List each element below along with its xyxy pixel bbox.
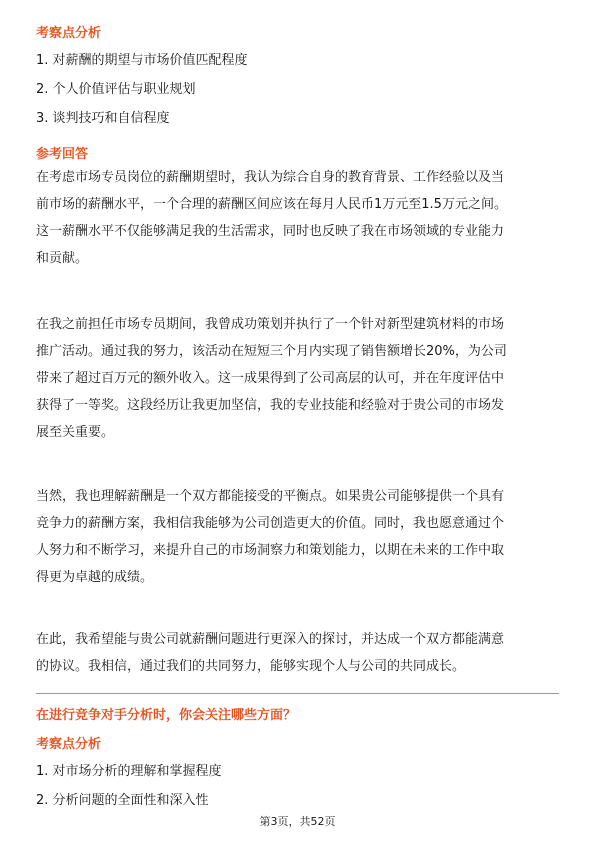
paragraph-line: 前市场的薪酬水平，一个合理的薪酬区间应该在每月人民币1万元至1.5万元之间。 (36, 197, 507, 212)
section-heading-analysis: 考察点分析 (36, 737, 102, 752)
section-divider (36, 693, 559, 694)
list-item: 1. 对市场分析的理解和掌握程度 (36, 764, 222, 779)
paragraph-line: 在此，我希望能与贵公司就薪酬问题进行更深入的探讨，并达成一个双方都能满意 (36, 632, 505, 647)
paragraph-line: 当然，我也理解薪酬是一个双方都能接受的平衡点。如果贵公司能够提供一个具有 (36, 489, 505, 504)
paragraph-line: 带来了超过百万元的额外收入。这一成果得到了公司高层的认可，并在年度评估中 (36, 371, 505, 386)
question-title: 在进行竞争对手分析时，你会关注哪些方面？ (36, 708, 297, 723)
paragraph-line: 在考虑市场专员岗位的薪酬期望时，我认为综合自身的教育背景、工作经验以及当 (36, 170, 505, 185)
answer-paragraph (36, 311, 560, 446)
page-number: 第3页，共52页 (259, 815, 336, 828)
paragraph-line: 得更为卓越的成绩。 (36, 570, 154, 585)
answer-paragraph (36, 626, 560, 680)
paragraph-line: 展至关重要。 (36, 425, 115, 440)
paragraph-line: 这一薪酬水平不仅能够满足我的生活需求，同时也反映了我在市场领域的专业能力 (36, 224, 505, 239)
list-item: 2. 个人价值评估与职业规划 (36, 82, 196, 97)
paragraph-line: 在我之前担任市场专员期间，我曾成功策划并执行了一个针对新型建筑材料的市场 (36, 317, 505, 332)
section-heading-analysis: 考察点分析 (36, 26, 102, 41)
paragraph-line: 获得了一等奖。这段经历让我更加坚信，我的专业技能和经验对于贵公司的市场发 (36, 398, 505, 413)
paragraph-line: 和贡献。 (36, 251, 89, 266)
list-item: 3. 谈判技巧和自信程度 (36, 111, 170, 126)
paragraph-line: 人努力和不断学习，来提升自己的市场洞察力和策划能力，以期在未来的工作中取 (36, 543, 505, 558)
answer-paragraph (36, 483, 560, 591)
answer-paragraph (36, 164, 560, 272)
paragraph-line: 的协议。我相信，通过我们的共同努力，能够实现个人与公司的共同成长。 (36, 659, 466, 674)
list-item: 2. 分析问题的全面性和深入性 (36, 793, 209, 808)
section-heading-answer: 参考回答 (36, 147, 89, 162)
paragraph-line: 推广活动。通过我的努力，该活动在短短三个月内实现了销售额增长20%，为公司 (36, 344, 507, 359)
paragraph-line: 竞争力的薪酬方案，我相信我能够为公司创造更大的价值。同时，我也愿意通过个 (36, 516, 505, 531)
list-item: 1. 对薪酬的期望与市场价值匹配程度 (36, 53, 248, 68)
